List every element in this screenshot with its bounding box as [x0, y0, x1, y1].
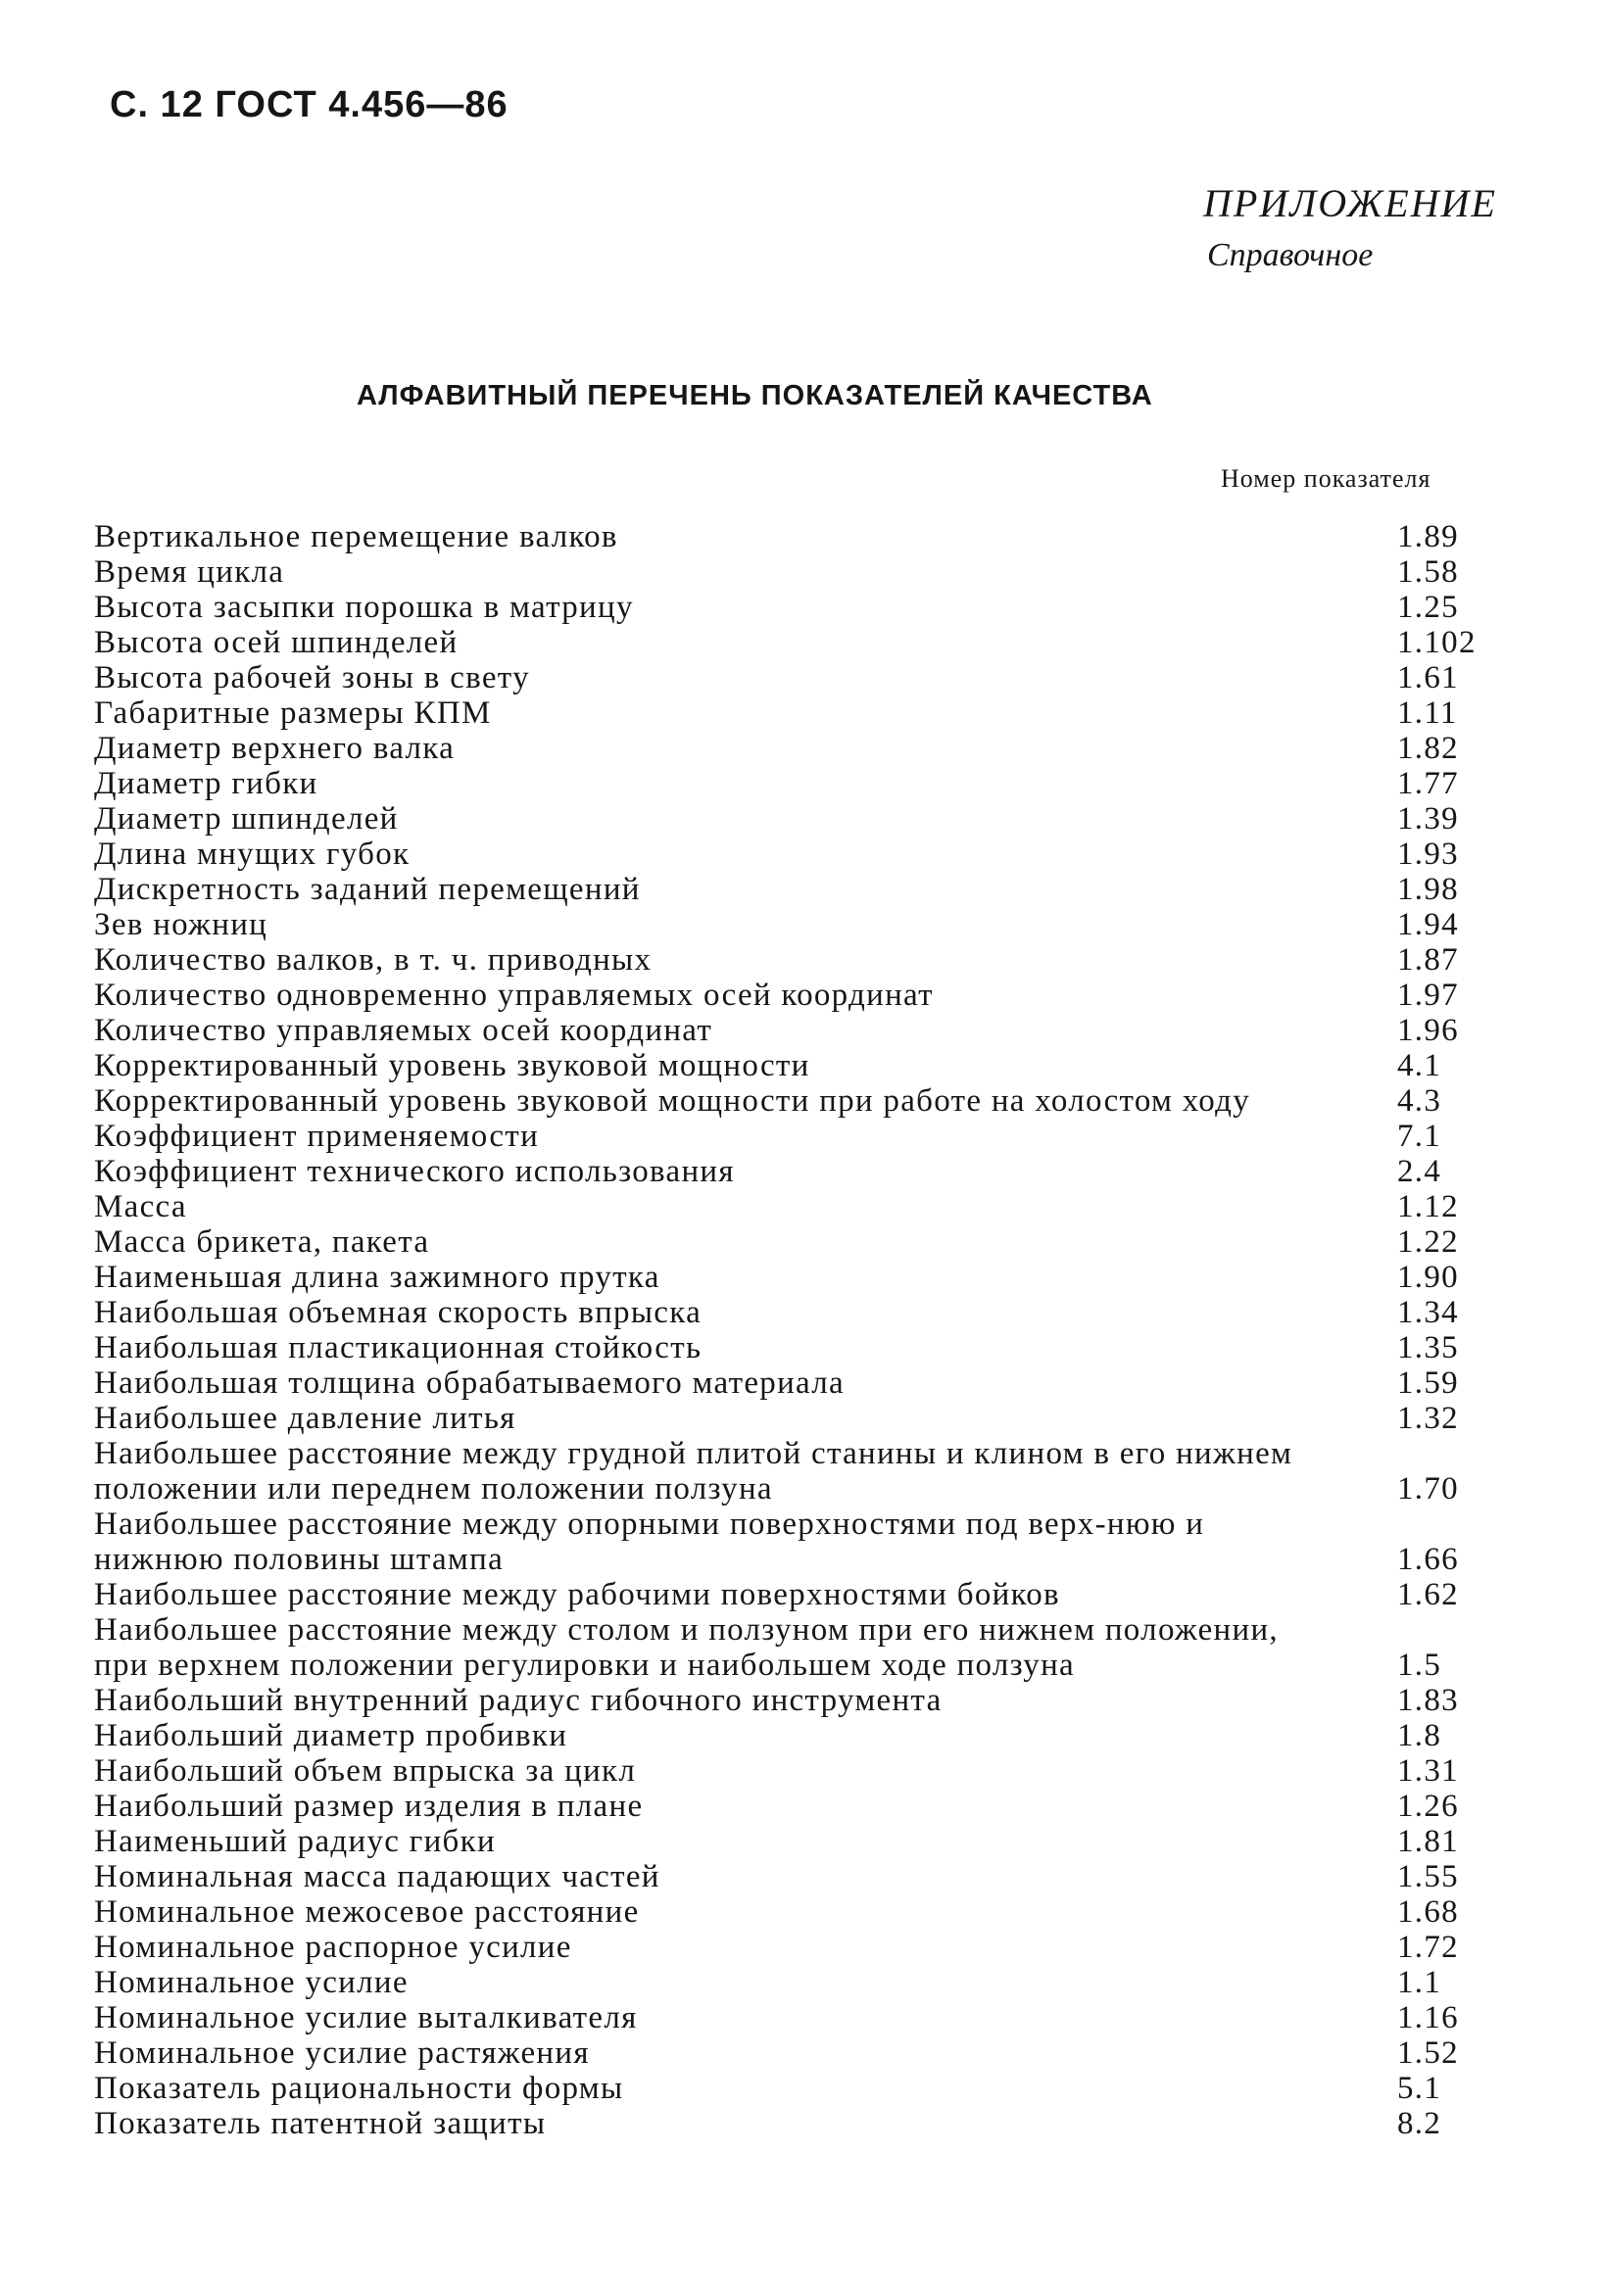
entry-name: Диаметр гибки	[94, 766, 318, 801]
entry-name: Номинальное распорное усилие	[94, 1930, 572, 1965]
entry-name: Наименьшая длина зажимного прутка	[94, 1260, 660, 1295]
entry-name: Количество управляемых осей координат	[94, 1013, 713, 1048]
entry-number: 1.5	[1397, 1648, 1442, 1683]
entry-name: Наименьший радиус гибки	[94, 1824, 496, 1859]
entry-name: Масса брикета, пакета	[94, 1224, 430, 1260]
list-item	[94, 1295, 1517, 1330]
list-item	[94, 1083, 1517, 1119]
entry-number: 1.96	[1397, 1013, 1459, 1048]
entry-name: Наибольшее расстояние между опорными поверхностями под верх-нюю и нижнюю половины штампа	[94, 1507, 1205, 1577]
list-item	[94, 978, 1517, 1013]
entry-name: Длина мнущих губок	[94, 837, 411, 872]
entry-name: Вертикальное перемещение валков	[94, 519, 618, 554]
entry-number: 1.32	[1397, 1401, 1459, 1436]
entry-name: Время цикла	[94, 554, 285, 590]
entry-name: Масса	[94, 1189, 187, 1224]
entry-name: Количество одновременно управляемых осей координат	[94, 978, 934, 1013]
entry-number: 1.68	[1397, 1894, 1459, 1930]
list-item	[94, 625, 1517, 660]
entry-name: Наибольшее расстояние между рабочими поверхностями бойков	[94, 1577, 1060, 1612]
list-item	[94, 519, 1517, 554]
entry-name: Дискретность заданий перемещений	[94, 872, 641, 907]
entry-name: Коэффициент применяемости	[94, 1119, 540, 1154]
column-header-number: Номер показателя	[1221, 464, 1431, 493]
list-item	[94, 801, 1517, 837]
entry-name: Наибольшая толщина обрабатываемого материала	[94, 1365, 845, 1401]
entry-name: Количество валков, в т. ч. приводных	[94, 942, 653, 978]
list-item	[94, 554, 1517, 590]
list-item	[94, 1577, 1517, 1612]
entry-number: 1.11	[1397, 695, 1458, 731]
entry-number: 1.52	[1397, 2035, 1459, 2071]
list-item	[94, 731, 1517, 766]
entry-number: 1.77	[1397, 766, 1459, 801]
entry-name: Корректированный уровень звуковой мощности при работе на холостом ходу	[94, 1083, 1251, 1119]
list-item	[94, 837, 1517, 872]
entry-name: Показатель рациональности формы	[94, 2071, 624, 2106]
entry-name: Наибольший внутренний радиус гибочного инструмента	[94, 1683, 943, 1718]
list-item	[94, 1401, 1517, 1436]
entry-name: Наибольшее расстояние между грудной плитой станины и клином в его нижнем положении или переднем положении ползуна	[94, 1436, 1293, 1507]
list-item	[94, 1154, 1517, 1189]
list-item	[94, 590, 1517, 625]
list-item	[94, 2071, 1517, 2106]
list-item	[94, 1330, 1517, 1365]
entry-number: 1.25	[1397, 590, 1459, 625]
entry-number: 1.34	[1397, 1295, 1459, 1330]
list-item	[94, 1894, 1517, 1930]
entry-number: 1.26	[1397, 1789, 1459, 1824]
entry-name: Наибольшее расстояние между столом и ползуном при его нижнем положении, при верхнем положении регулировки и наибольшем ходе ползуна	[94, 1612, 1279, 1683]
entry-number: 1.97	[1397, 978, 1459, 1013]
entry-number: 1.61	[1397, 660, 1459, 695]
entry-number: 1.70	[1397, 1471, 1459, 1507]
entry-name: Диаметр верхнего валка	[94, 731, 456, 766]
entry-name: Высота засыпки порошка в матрицу	[94, 590, 634, 625]
entry-number: 1.98	[1397, 872, 1459, 907]
entry-number: 1.8	[1397, 1718, 1442, 1753]
appendix-subtitle: Справочное	[1207, 237, 1374, 273]
entry-name: Зев ножниц	[94, 907, 268, 942]
entry-name: Наибольший размер изделия в плане	[94, 1789, 644, 1824]
entry-name: Номинальное усилие растяжения	[94, 2035, 590, 2071]
entry-number: 1.39	[1397, 801, 1459, 837]
list-item	[94, 1260, 1517, 1295]
list-item	[94, 695, 1517, 731]
list-title: АЛФАВИТНЫЙ ПЕРЕЧЕНЬ ПОКАЗАТЕЛЕЙ КАЧЕСТВА	[357, 380, 1153, 411]
list-item	[94, 1224, 1517, 1260]
entry-number: 1.89	[1397, 519, 1459, 554]
entry-name: Наибольший объем впрыска за цикл	[94, 1753, 637, 1789]
entry-number: 1.93	[1397, 837, 1459, 872]
list-item	[94, 872, 1517, 907]
entry-number: 4.1	[1397, 1048, 1442, 1083]
list-item	[94, 660, 1517, 695]
entry-name: Высота рабочей зоны в свету	[94, 660, 530, 695]
entry-number: 7.1	[1397, 1119, 1442, 1154]
list-item	[94, 942, 1517, 978]
entry-number: 1.66	[1397, 1542, 1459, 1577]
list-item	[94, 1612, 1517, 1683]
entry-name: Номинальное усилие выталкивателя	[94, 2000, 638, 2035]
entry-number: 1.16	[1397, 2000, 1459, 2035]
entry-name: Высота осей шпинделей	[94, 625, 459, 660]
appendix-title: ПРИЛОЖЕНИЕ	[1203, 181, 1497, 225]
entry-number: 1.58	[1397, 554, 1459, 590]
entry-name: Наибольшая пластикационная стойкость	[94, 1330, 703, 1365]
list-item	[94, 907, 1517, 942]
list-item	[94, 1753, 1517, 1789]
entry-name: Габаритные размеры КПМ	[94, 695, 492, 731]
entry-number: 8.2	[1397, 2106, 1442, 2141]
entry-number: 2.4	[1397, 1154, 1442, 1189]
list-item	[94, 1119, 1517, 1154]
entry-name: Наибольшее давление литья	[94, 1401, 516, 1436]
entry-number: 5.1	[1397, 2071, 1442, 2106]
entry-number: 1.31	[1397, 1753, 1459, 1789]
entry-name: Показатель патентной защиты	[94, 2106, 547, 2141]
list-item	[94, 1365, 1517, 1401]
entry-name: Наибольший диаметр пробивки	[94, 1718, 568, 1753]
entry-number: 1.90	[1397, 1260, 1459, 1295]
entry-number: 1.35	[1397, 1330, 1459, 1365]
entry-name: Диаметр шпинделей	[94, 801, 399, 837]
entry-name: Корректированный уровень звуковой мощности	[94, 1048, 810, 1083]
list-item	[94, 1013, 1517, 1048]
list-item	[94, 1507, 1517, 1577]
list-item	[94, 2000, 1517, 2035]
entry-name: Номинальное усилие	[94, 1965, 409, 2000]
entry-number: 1.62	[1397, 1577, 1459, 1612]
entry-number: 1.1	[1397, 1965, 1442, 2000]
entry-number: 4.3	[1397, 1083, 1442, 1119]
entry-name: Номинальное межосевое расстояние	[94, 1894, 640, 1930]
entry-number: 1.83	[1397, 1683, 1459, 1718]
list-item	[94, 766, 1517, 801]
list-item	[94, 1436, 1517, 1507]
entry-number: 1.82	[1397, 731, 1459, 766]
entry-number: 1.87	[1397, 942, 1459, 978]
entry-number: 1.81	[1397, 1824, 1459, 1859]
list-item	[94, 1824, 1517, 1859]
list-item	[94, 1930, 1517, 1965]
list-item	[94, 2035, 1517, 2071]
list-item	[94, 1859, 1517, 1894]
entry-number: 1.12	[1397, 1189, 1459, 1224]
entry-number: 1.72	[1397, 1930, 1459, 1965]
entries-list	[94, 519, 1517, 2141]
entry-number: 1.22	[1397, 1224, 1459, 1260]
entry-number: 1.55	[1397, 1859, 1459, 1894]
entry-number: 1.102	[1397, 625, 1477, 660]
entry-number: 1.59	[1397, 1365, 1459, 1401]
list-item	[94, 1718, 1517, 1753]
entry-name: Коэффициент технического использования	[94, 1154, 735, 1189]
list-item	[94, 1789, 1517, 1824]
list-item	[94, 1048, 1517, 1083]
entry-name: Номинальная масса падающих частей	[94, 1859, 660, 1894]
entry-number: 1.94	[1397, 907, 1459, 942]
list-item	[94, 1965, 1517, 2000]
list-item	[94, 1683, 1517, 1718]
list-item	[94, 2106, 1517, 2141]
list-item	[94, 1189, 1517, 1224]
entry-name: Наибольшая объемная скорость впрыска	[94, 1295, 703, 1330]
page-header: С. 12 ГОСТ 4.456—86	[110, 84, 509, 125]
